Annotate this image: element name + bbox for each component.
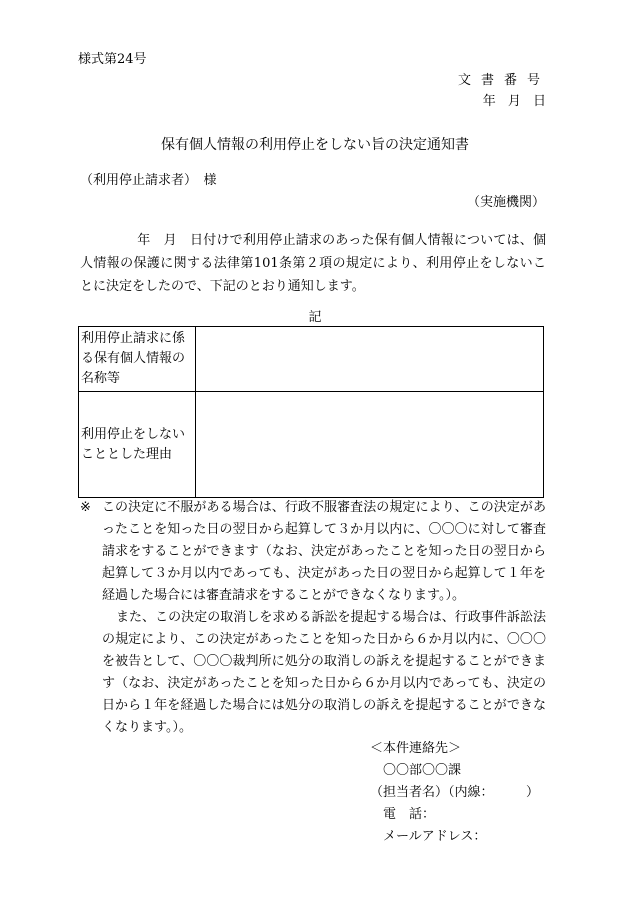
contact-heading: ＜本件連絡先＞ — [370, 741, 462, 756]
info-table — [78, 326, 544, 498]
table-row — [79, 392, 544, 498]
issuer: （実施機関） — [466, 195, 545, 210]
contact-person: （担当者名）（内線： ） — [370, 785, 540, 800]
contact-department: 〇〇部〇〇課 — [370, 763, 462, 778]
note-1 — [80, 497, 546, 607]
row1-value — [196, 327, 544, 392]
table-row — [79, 327, 544, 392]
row2-value — [196, 392, 544, 498]
contact-block — [370, 738, 539, 848]
document-date-label: 年 月 日 — [482, 94, 550, 109]
contact-email: メールアドレス： — [370, 829, 487, 844]
body-paragraph — [80, 229, 546, 298]
note-1-text: この決定に不服がある場合は、行政不服審査法の規定により、この決定があったことを知った日の翌日から起算して３か月以内に、〇〇〇に対して審査請求をすることができます（なお、決定があったことを知った日の翌日から起算して３か月以内であっても、決定があった日の翌日から起算して１年を経過した場合には審査請求をすることができなくなります。）。 — [102, 500, 546, 603]
row1-label: 利用停止請求に係る保有個人情報の名称等 — [79, 327, 196, 392]
form-number: 様式第24号 — [78, 52, 147, 67]
row2-label: 利用停止をしないこととした理由 — [79, 392, 196, 498]
recipient: （利用停止請求者） 様 — [80, 173, 217, 188]
notes — [80, 497, 546, 739]
note-2: また、この決定の取消しを求める訴訟を提起する場合は、行政事件訴訟法の規定により、この決定があったことを知った日から６か月以内に、〇〇〇を被告として、〇〇〇裁判所に処分の取消しの訴えを提起することができます（なお、決定があったことを知った日から６か月以内であっても、決定の日から１年を経過した場合には処分の取消しの訴えを提起することができなくなります。）。 — [102, 610, 546, 735]
note-mark: ※ — [80, 500, 91, 515]
contact-phone: 電 話： — [370, 807, 436, 822]
document-number-label: 文書番号 — [457, 73, 550, 88]
ki-label: 記 — [308, 310, 322, 325]
document-title: 保有個人情報の利用停止をしない旨の決定通知書 — [161, 137, 469, 153]
body-text: 年 月 日付けで利用停止請求のあった保有個人情報については、個人情報の保護に関する法律第101条第２項の規定により、利用停止をしないことに決定をしたので、下記のとおり通知します。 — [80, 233, 546, 294]
